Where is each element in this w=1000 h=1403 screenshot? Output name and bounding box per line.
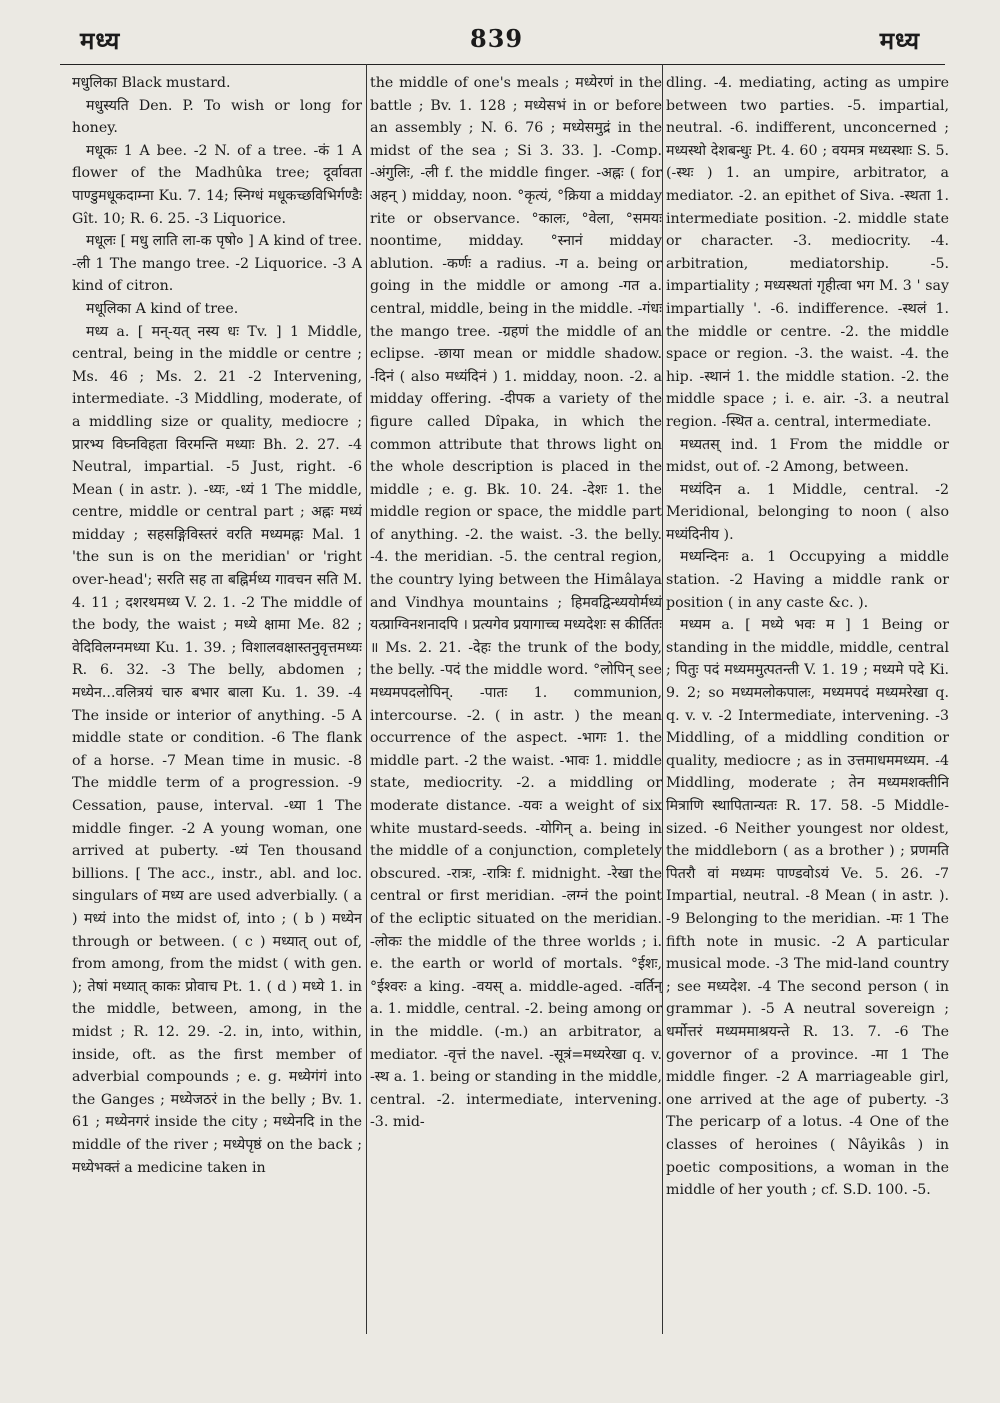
entry: मध्यतस् ind. 1 From the middle or midst, out of. -2 Among, between.	[666, 436, 949, 476]
column-3	[666, 72, 949, 1332]
column-2	[370, 72, 662, 1332]
entry: मधूकः 1 A bee. -2 N. of a tree. -कं 1 A flower of the Madhûka tree; दूर्वावता पाण्डुमधूकदाम्ना Ku. 7. 14; स्निग्धं मधूकच्छविभिर्गण्डैः Gît. 10; R. 6. 25. -3 Liquorice.	[72, 142, 362, 227]
entry: मधुस्यति Den. P. To wish or long for honey.	[72, 97, 362, 137]
entry: मध्य a. [ मन्-यत् नस्य धः Tv. ] 1 Middle, central, being in the middle or centre ; Ms. 46 ; Ms. 2. 21 -2 Intervening, intermediate. -3 Middling, moderate, of a middling size or quality, mediocre ; प्रारभ्य विघ्नविहता विरमन्ति मध्याः Bh. 2. 27. -4 Neutral, impartial. -5 Just, right. -6 Mean ( in astr. ). -ध्यः, -ध्यं 1 The middle, centre, middle or central part ; अह्नः मध्यं midday ; सहसङ्गिविस्तरं वरति मध्यमह्नः Mal. 1 'the sun is on the meridian' or 'right over-head'; सरति सह ता बह्निर्मध्य गावचन सति M. 4. 11 ; दशरथमध्य V. 2. 1. -2 The middle of the body, the waist ; मध्ये क्षामा Me. 82 ; वेदिविलग्नमध्या Ku. 1. 39. ; विशालवक्षास्तनुवृत्तमध्यः R. 6. 32. -3 The belly, abdomen ; मध्येन...वलित्रयं चारु बभार बाला Ku. 1. 39. -4 The inside or interior of anything. -5 A middle state or condition. -6 The flank of a horse. -7 Mean time in music. -8 The middle term of a progression. -9 Cessation, pause, interval. -ध्या 1 The middle finger. -2 A young woman, one arrived at puberty. -ध्यं Ten thousand billions. [ The acc., instr., abl. and loc. singulars of मध्य are used adverbially. ( a ) मध्यं into the midst of, into ; ( b ) मध्येन through or between. ( c ) मध्यात् out of, from among, from the midst ( with gen. ); तेषां मध्यात् काकः प्रोवाच Pt. 1. ( d ) मध्ये 1. in the middle, between, among, in the midst ; R. 12. 29. -2. in, into, within, inside, oft. as the first member of adverbial compounds ; e. g. मध्येगंगं into the Ganges ; मध्येजठरं in the belly ; Bv. 1. 61 ; मध्येनगरं inside the city ; मध्येनदि in the middle of the river ; मध्येपृष्ठं on the back ; मध्येभक्तं a medicine taken in	[72, 323, 362, 1176]
entry: मधुलिका Black mustard.	[72, 75, 231, 91]
column-1	[72, 72, 362, 1332]
entry: मधूलः [ मधु लाति ला-क पृषो० ] A kind of tree. -ली 1 The mango tree. -2 Liquorice. -3 A kind of citron.	[72, 233, 362, 295]
header-right-word: मध्य	[879, 26, 920, 55]
entry: मधूलिका A kind of tree.	[86, 300, 239, 317]
entry: मध्यम a. [ मध्ये भवः म ] 1 Being or standing in the middle, middle, central ; पितुः पदं मध्यममुत्पतन्ती V. 1. 19 ; मध्यमे पदे Ki. 9. 2; so मध्यमलोकपालः, मध्यमपदं मध्यमरेखा q. q. v. v. -2 Intermediate, intervening. -3 Middling, of a middling condition or quality, mediocre ; as in उत्तमाधममध्यम. -4 Middling, moderate ; तेन मध्यमशक्तीनि मित्राणि स्थापितान्यतः R. 17. 58. -5 Middle-sized. -6 Neither youngest nor oldest, the middleborn ( as a brother ) ; प्रणमति पितरौ वां मध्यमः पाण्डवोऽयं Ve. 5. 26. -7 Impartial, neutral. -8 Mean ( in astr. ). -9 Belonging to the meridian. -मः 1 The fifth note in music. -2 A particular musical mode. -3 The mid-land country ; see मध्यदेश. -4 The second person ( in grammar ). -5 A neutral sovereign ; धर्मोत्तरं मध्यममाश्रयन्ते R. 13. 7. -6 The governor of a province. -मा 1 The middle finger. -2 A marriageable girl, one arrived at the age of puberty. -3 The pericarp of a lotus. -4 One of the classes of heroines ( Nâyikâs ) in poetic compositions, a woman in the middle of her youth ; cf. S.D. 100. -5.	[666, 617, 949, 1199]
column-divider-2	[662, 64, 663, 1334]
column-divider-1	[366, 64, 367, 1334]
entry: the middle of one's meals ; मध्येरणं in the battle ; Bv. 1. 128 ; मध्येसभं in or before an assembly ; N. 6. 76 ; मध्येसमुद्रं in the midst of the sea ; Si 3. 33. ]. -Comp. -अंगुलिः, -ली f. the middle finger. -अह्नः ( for अहन् ) midday, noon. °कृत्यं, °क्रिया a midday rite or observance. °कालः, °वेला, °समयः noontime, midday. °स्नानं midday ablution. -कर्णः a radius. -ग a. being or going in the middle or among -गत a. central, middle, being in the middle. -गंधः the mango tree. -ग्रहणं the middle of an eclipse. -छाया mean or middle shadow. -दिनं ( also मध्यंदिनं ) 1. midday, noon. -2. a midday offering. -दीपक a variety of the figure called Dîpaka, in which the common attribute that throws light on the whole description is placed in the middle ; e. g. Bk. 10. 24. -देशः 1. the middle region or space, the middle part of anything. -2. the waist. -3. the belly. -4. the meridian. -5. the central region, the country lying between the Himâlaya and Vindhya mountains ; हिमवद्विन्ध्ययोर्मध्यं यत्प्राग्विनशनादपि । प्रत्यगेव प्रयागाच्च मध्यदेशः स कीर्तितः ॥ Ms. 2. 21. -देहः the trunk of the body, the belly. -पदं the middle word. °लोपिन् see मध्यमपदलोपिन्. -पातः 1. communion, intercourse. -2. ( in astr. ) the mean occurrence of the aspect. -भागः 1. the middle part. -2 the waist. -भावः 1. middle state, mediocrity. -2. a middling or moderate distance. -यवः a weight of six white mustard-seeds. -योगिन् a. being in the middle of a conjunction, completely obscured. -रात्रः, -रात्रिः f. midnight. -रेखा the central or first meridian. -लग्नं the point of the ecliptic situated on the meridian. -लोकः the middle of the three worlds ; i. e. the earth or world of mortals. °ईशः, °ईश्वरः a king. -वयस् a. middle-aged. -वर्तिन् a. 1. middle, central. -2. being among or in the middle. (-m.) an arbitrator, a mediator. -वृत्तं the navel. -सूत्रं=मध्यरेखा q. v. -स्थ a. 1. being or standing in the middle, central. -2. intermediate, intervening. -3. mid-	[370, 75, 662, 1131]
header-left-word: मध्य	[80, 26, 121, 55]
entry: मध्यंदिन a. 1 Middle, central. -2 Meridional, belonging to noon ( also मध्यंदिनीय ).	[666, 481, 949, 543]
page-header	[60, 20, 965, 70]
page-number: 839	[470, 24, 524, 53]
header-rule	[60, 64, 945, 65]
entry: मध्यन्दिनः a. 1 Occupying a middle station. -2 Having a middle rank or position ( in any caste &c. ).	[666, 549, 949, 611]
entry: dling. -4. mediating, acting as umpire between two parties. -5. impartial, neutral. -6. indifferent, unconcerned ; मध्यस्थो देशबन्धुः Pt. 4. 60 ; वयमत्र मध्यस्थाः S. 5. (-स्थः ) 1. an umpire, arbitrator, a mediator. -2. an epithet of Siva. -स्थता 1. intermediate position. -2. middle state or character. -3. mediocrity. -4. arbitration, mediatorship. -5. impartiality ; मध्यस्थतां गृहीत्वा भग M. 3 ' say impartially '. -6. indifference. -स्थलं 1. the middle or centre. -2. the middle space or region. -3. the waist. -4. the hip. -स्थानं 1. the middle station. -2. the middle space ; i. e. air. -3. a neutral region. -स्थित a. central, intermediate.	[666, 75, 949, 430]
